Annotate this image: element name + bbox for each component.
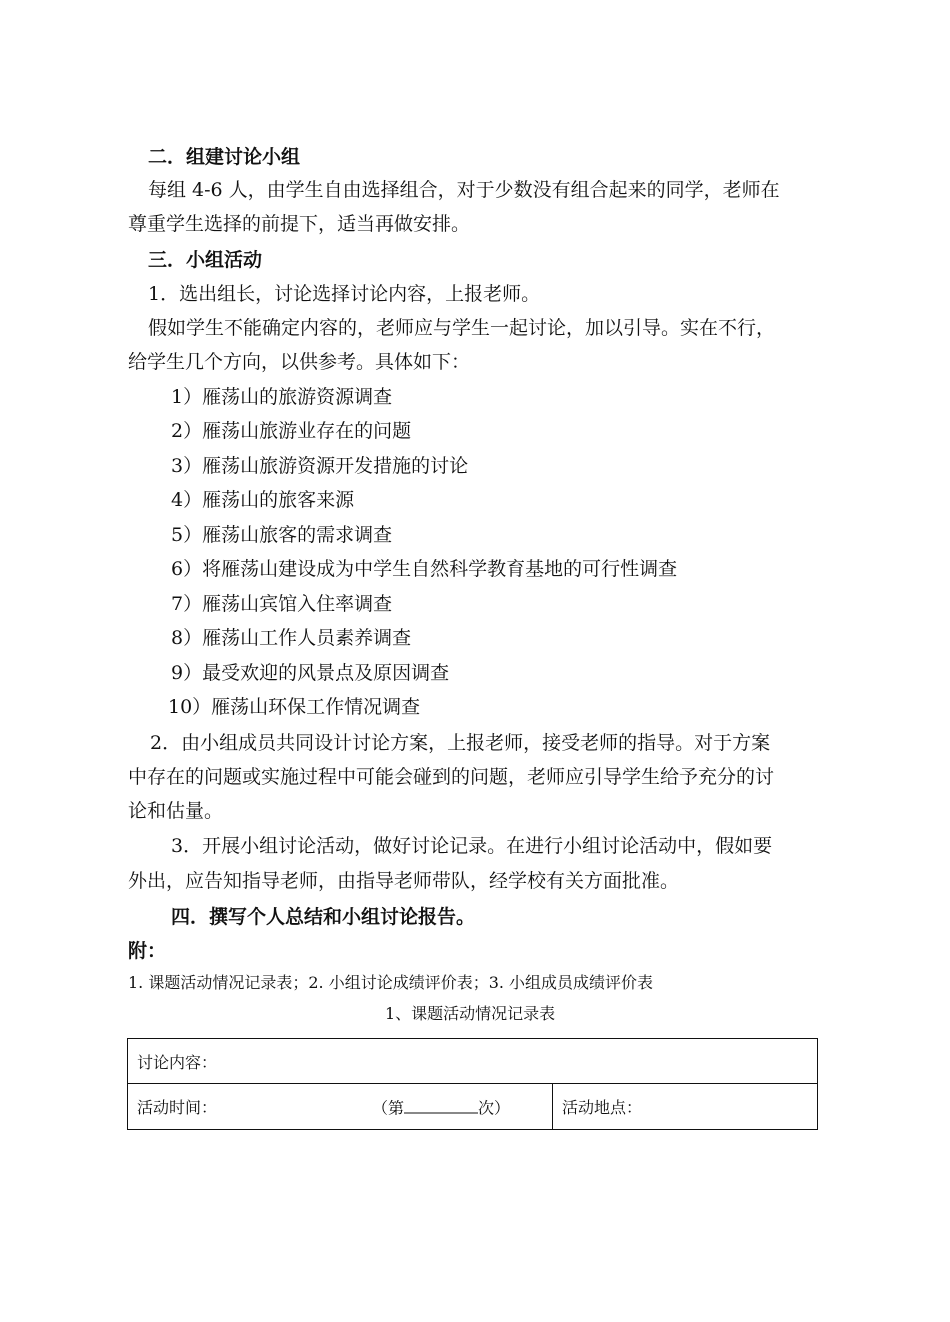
discussion-content-cell[interactable] (128, 1039, 818, 1084)
topic-item: 7）雁荡山宾馆入住率调查 (171, 593, 393, 615)
topic-item: 4）雁荡山的旅客来源 (171, 489, 355, 511)
topic-item: 2）雁荡山旅游业存在的问题 (171, 420, 412, 442)
section-3-heading: 三．小组活动 (148, 249, 263, 271)
session-number (372, 1095, 510, 1118)
guidance-paragraph-line-2: 给学生几个方向，以供参考。具体如下： (128, 351, 471, 373)
table-row (128, 1084, 818, 1130)
guidance-paragraph-line-1: 假如学生不能确定内容的，老师应与学生一起讨论，加以引导。实在不行， (148, 317, 776, 339)
activity-place-label: 活动地点： (562, 1098, 643, 1117)
step-2-line-2: 中存在的问题或实施过程中可能会碰到的问题，老师应引导学生给予充分的讨 (128, 766, 775, 788)
section-4-heading: 四．撰写个人总结和小组讨论报告。 (171, 906, 476, 928)
step-3-line-2: 外出，应告知指导老师，由指导老师带队，经学校有关方面批准。 (128, 870, 680, 892)
topic-item: 1）雁荡山的旅游资源调查 (171, 386, 393, 408)
table-row (128, 1039, 818, 1084)
session-prefix: （第 (372, 1098, 405, 1117)
topic-item: 5）雁荡山旅客的需求调查 (171, 524, 393, 546)
step-1-text: 1．选出组长，讨论选择讨论内容，上报老师。 (148, 283, 541, 305)
activity-place-cell[interactable] (553, 1084, 818, 1130)
section-2-heading: 二．组建讨论小组 (148, 146, 301, 168)
topic-item: 3）雁荡山旅游资源开发措施的讨论 (171, 455, 469, 477)
topic-item: 8）雁荡山工作人员素养调查 (171, 627, 412, 649)
section-2-paragraph-line-1: 每组 4-6 人，由学生自由选择组合，对于少数没有组合起来的同学，老师在 (148, 179, 780, 201)
activity-time-cell[interactable] (128, 1084, 553, 1130)
topic-item: 6）将雁荡山建设成为中学生自然科学教育基地的可行性调查 (171, 558, 678, 580)
discussion-content-label: 讨论内容： (137, 1052, 218, 1072)
session-suffix: 次） (478, 1098, 511, 1117)
step-2-line-1: 2．由小组成员共同设计讨论方案，上报老师，接受老师的指导。对于方案 (150, 732, 771, 754)
appendix-label: 附： (128, 940, 167, 962)
activity-time-label: 活动时间： (137, 1098, 218, 1117)
activity-record-table (127, 1038, 818, 1130)
table-title: 1、课题活动情况记录表 (385, 1004, 556, 1023)
section-2-paragraph-line-2: 尊重学生选择的前提下，适当再做安排。 (128, 213, 471, 235)
session-blank[interactable] (404, 1098, 478, 1113)
step-3-line-1: 3．开展小组讨论活动，做好讨论记录。在进行小组讨论活动中，假如要 (171, 835, 773, 857)
step-2-line-3: 论和估量。 (128, 800, 224, 822)
topic-item: 10）雁荡山环保工作情况调查 (168, 696, 421, 718)
appendix-list: 1. 课题活动情况记录表；2. 小组讨论成绩评价表；3. 小组成员成绩评价表 (128, 973, 654, 992)
topic-item: 9）最受欢迎的风景点及原因调查 (171, 662, 450, 684)
